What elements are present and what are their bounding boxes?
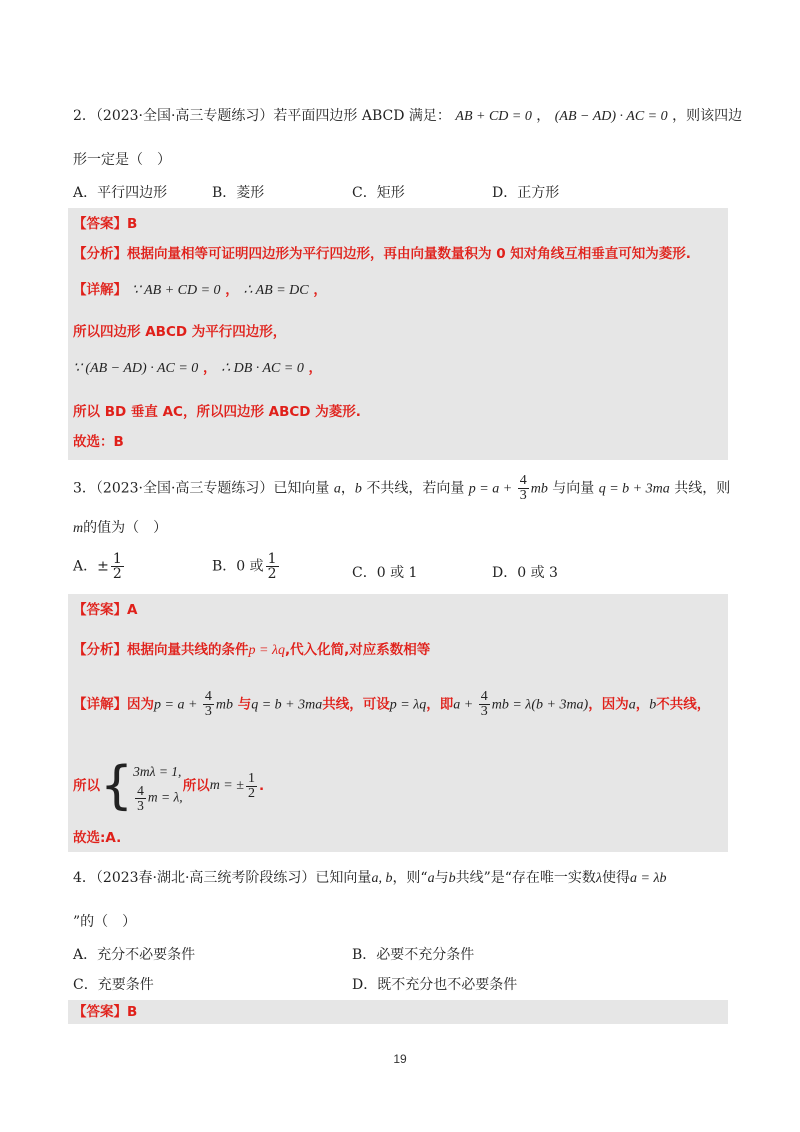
- q4-solution-band: [68, 1000, 728, 1024]
- q3-option-c: C．0 或 1: [352, 565, 418, 581]
- q3-line2: 的值为（ ）: [83, 520, 168, 536]
- q2-option-a: A．平行四边形: [73, 185, 168, 201]
- q4-stem-line2: ”的（ ）: [73, 914, 137, 930]
- q3-detail-frac1: $\frac{4}{3}$: [204, 689, 212, 719]
- q3-frac-43: $\frac{4}{3}$: [519, 473, 527, 503]
- q3-answer: 【答案】A: [73, 602, 138, 618]
- q3-var-m: m: [73, 521, 84, 536]
- q2-stem-prefix: 2．（2023·全国·高三专题练习）若平面四边形 ABCD 满足：: [73, 108, 451, 124]
- q2-sep: ，: [536, 108, 551, 124]
- q3-vec-a: a: [333, 481, 341, 497]
- q2-detail-eq1: ∵ AB + CD = 0: [131, 283, 221, 298]
- q4-stem-line1: 4．（2023春·湖北·高三统考阶段练习）已知向量a, b，则“a与b共线”是“存在唯一实数λ使得a = λb: [73, 870, 667, 886]
- q3-p-eq: p = a +: [468, 481, 516, 497]
- q2-detail-comma2: ，: [313, 282, 327, 298]
- q2-choice: 故选：B: [73, 434, 124, 450]
- q2-step2-eq2: ∴ DB · AC = 0: [221, 361, 304, 376]
- q3-option-d: D．0 或 3: [492, 565, 558, 581]
- q2-eq1: AB + CD = 0: [455, 109, 532, 124]
- q2-answer: 【答案】B: [73, 216, 138, 232]
- q4-option-b: B．必要不充分条件: [352, 947, 475, 963]
- q3-stem-suffix: 共线，则: [674, 480, 731, 497]
- q2-step3: 所以 BD 垂直 AC，所以四边形 ABCD 为菱形.: [73, 404, 361, 420]
- q2-option-b: B．菱形: [212, 185, 265, 201]
- q3-analysis: 【分析】根据向量共线的条件p = λq,代入化简,对应系数相等: [73, 642, 431, 658]
- q2-analysis: 【分析】根据向量相等可证明四边形为平行四边形，再由向量数量积为 0 知对角线互相垂直可知为菱形.: [73, 246, 691, 262]
- q2-detail-label: 【详解】: [73, 282, 127, 298]
- q3-detail-frac2: $\frac{4}{3}$: [480, 689, 488, 719]
- q3-analysis-eq: p = λq: [248, 643, 286, 658]
- q3-vec-b: b: [354, 481, 362, 497]
- q3-stem-prefix: 3．（2023·全国·高三专题练习）已知向量: [73, 480, 330, 497]
- q2-stem-line1: [73, 106, 742, 127]
- q2-detail-comma1: ，: [225, 282, 239, 298]
- q2-step2-line: [73, 358, 322, 379]
- q2-step1: 所以四边形 ABCD 为平行四边形，: [73, 324, 287, 340]
- q2-stem-line2: 形一定是（ ）: [73, 152, 171, 168]
- q3-option-a: A．± $\frac{1}{2}$: [73, 551, 122, 582]
- q3-sep: ，: [340, 480, 355, 497]
- q3-option-b-frac: $\frac{1}{2}$: [267, 551, 277, 582]
- q3-stem-line1: [73, 474, 730, 503]
- q3-option-b: B．0 或 $\frac{1}{2}$: [212, 551, 277, 582]
- q3-system: 3mλ = 1, $\frac{4}{3}$ m = λ,: [133, 763, 183, 813]
- q3-choice: 故选:A.: [73, 830, 122, 846]
- q4-option-d: D．既不充分也不必要条件: [352, 977, 518, 993]
- q3-stem-line2: [73, 518, 167, 539]
- q2-step2-comma2: ，: [308, 360, 323, 376]
- q4-option-a: A．充分不必要条件: [73, 947, 196, 963]
- q2-eq2: (AB − AD) · AC = 0: [554, 109, 668, 124]
- q3-p-tail: mb: [530, 481, 548, 497]
- q3-detail-line: 【详解】因为p = a + $\frac{4}{3}$ mb 与q = b + 3ma共线，可设p = λq，即a + $\frac{4}{3}$ mb = λ(b + 3ma)，因为a，b不共线，: [73, 689, 711, 719]
- q3-result-frac: $\frac{1}{2}$: [247, 770, 255, 801]
- q2-step2-comma: ，: [202, 360, 217, 376]
- q2-detail-eq2: ∴ AB = DC: [243, 283, 309, 298]
- q3-system-line: 所以{ 3mλ = 1, $\frac{4}{3}$ m = λ, 所以m = ± $\frac{1}{2}$ .: [73, 756, 265, 816]
- q4-answer: 【答案】B: [73, 1004, 138, 1020]
- page-number: 19: [393, 1052, 407, 1066]
- q2-option-d: D．正方形: [492, 185, 560, 201]
- q3-mid2: 与向量: [552, 480, 595, 497]
- q3-mid: 不共线，若向量: [366, 480, 465, 497]
- q3-option-a-frac: $\frac{1}{2}$: [112, 551, 122, 582]
- q2-stem-suffix: ，则该四边: [672, 108, 743, 124]
- q2-detail-line: [73, 280, 327, 301]
- q2-step2-eq1: ∵ (AB − AD) · AC = 0: [73, 361, 199, 376]
- q2-option-c: C．矩形: [352, 185, 405, 201]
- q3-q-eq: q = b + 3ma: [598, 481, 670, 497]
- q4-option-c: C．充要条件: [73, 977, 154, 993]
